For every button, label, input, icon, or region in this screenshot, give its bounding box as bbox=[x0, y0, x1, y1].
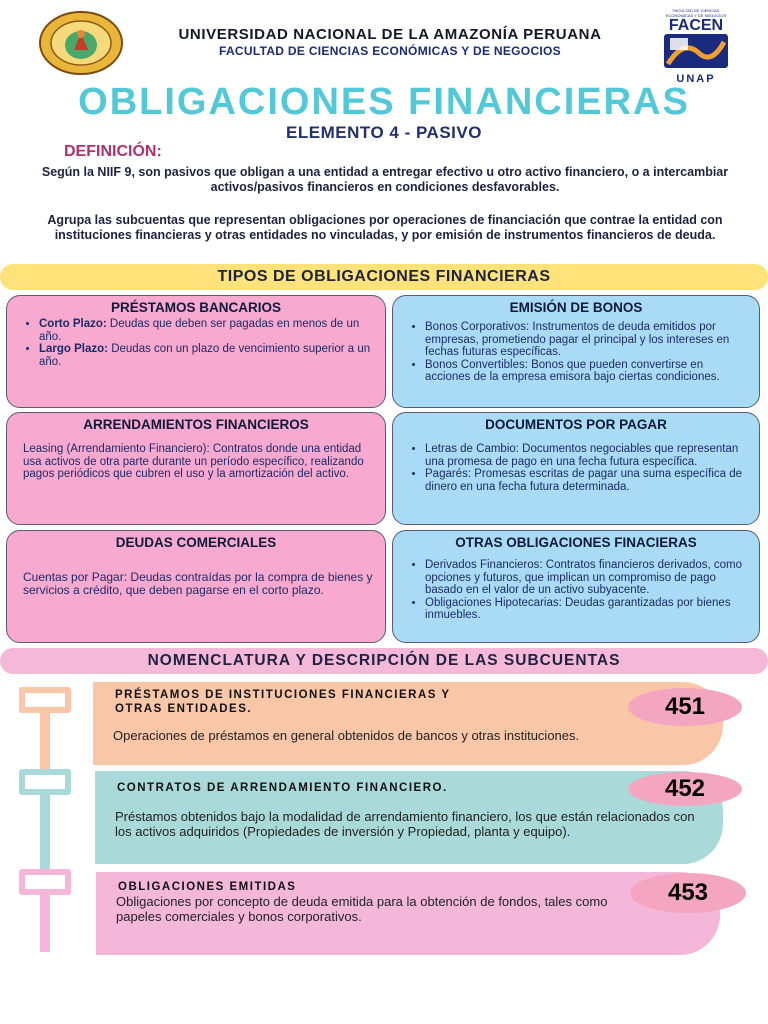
timeline-connector bbox=[40, 782, 50, 870]
list-item: • Derivados Financieros: Contratos financieros derivados, como opciones y futuros, que implican un compromiso de pago basado en el valor de un activo subyacente. bbox=[425, 559, 747, 597]
definition-label: DEFINICIÓN: bbox=[64, 143, 162, 160]
list-item: • Obligaciones Hipotecarias: Deudas garantizadas por bienes inmuebles. bbox=[425, 597, 747, 622]
subaccount-code-badge: 453 bbox=[630, 873, 746, 913]
page-title: OBLIGACIONES FINANCIERAS bbox=[78, 81, 690, 123]
timeline-marker bbox=[19, 687, 71, 713]
subaccount-title: OBLIGACIONES EMITIDAS bbox=[118, 881, 297, 893]
types-heading: TIPOS DE OBLIGACIONES FINANCIERAS bbox=[0, 264, 768, 290]
list-item: • Bonos Convertibles: Bonos que pueden convertirse en acciones de la empresa emisora bajo ciertas condiciones. bbox=[425, 359, 747, 384]
card-prestamos-bancarios bbox=[6, 295, 386, 408]
list-item: • Pagarés: Promesas escritas de pagar una suma específica de dinero en una fecha futura determinada. bbox=[425, 468, 747, 493]
subaccount-code-badge: 452 bbox=[628, 772, 742, 806]
card-title: PRÉSTAMOS BANCARIOS bbox=[110, 300, 281, 315]
subaccount-title: PRÉSTAMOS DE INSTITUCIONES FINANCIERAS Y OTRAS ENTIDADES. bbox=[115, 689, 451, 715]
timeline-marker bbox=[19, 869, 71, 895]
university-seal-logo bbox=[38, 10, 124, 76]
card-arrendamientos-financieros bbox=[6, 412, 386, 525]
card-body bbox=[409, 443, 747, 493]
card-deudas-comerciales bbox=[6, 530, 386, 643]
card-body bbox=[23, 318, 373, 368]
card-title: ARRENDAMIENTOS FINANCIEROS bbox=[83, 417, 309, 432]
facen-logo-text: FACEN bbox=[668, 17, 724, 34]
unap-logo-text: UNAP bbox=[676, 73, 716, 85]
list-item: • Letras de Cambio: Documentos negociables que representan una promesa de pago en una fecha futura específica. bbox=[425, 443, 747, 468]
university-name: UNIVERSIDAD NACIONAL DE LA AMAZONÍA PERUANA bbox=[178, 26, 602, 43]
page-subtitle: ELEMENTO 4 - PASIVO bbox=[286, 123, 482, 142]
card-otras-obligaciones bbox=[392, 530, 760, 643]
facen-logo-caption: FACULTAD DE CIENCIAS ECONÓMICAS Y DE NEGOCIOS bbox=[665, 8, 727, 18]
card-body bbox=[409, 559, 747, 622]
subaccount-title: CONTRATOS DE ARRENDAMIENTO FINANCIERO. bbox=[117, 782, 448, 794]
list-item bbox=[39, 318, 373, 343]
term-text: Deudas con un plazo de vencimiento superior a un año. bbox=[39, 343, 371, 368]
subaccount-description: Operaciones de préstamos en general obtenidos de bancos y otras instituciones. bbox=[113, 728, 580, 743]
subaccount-row-451 bbox=[93, 682, 723, 765]
faculty-name: FACULTAD DE CIENCIAS ECONÓMICAS Y DE NEGOCIOS bbox=[219, 44, 561, 58]
subaccount-description: Obligaciones por concepto de deuda emitida para la obtención de fondos, tales como papeles comerciales y bonos corporativos. bbox=[116, 894, 608, 924]
card-body: Leasing (Arrendamiento Financiero): Contratos donde una entidad usa activos de otra parte durante un período específico, realizando pagos periódicos que cubren el uso y la amortización del activo. bbox=[23, 443, 364, 480]
definition-paragraph-2: Agrupa las subcuentas que representan obligaciones por operaciones de financiación que contrae la entidad con instituciones financieras y otras entidades no vinculadas, y por emisión de instrumentos financieros de deuda. bbox=[47, 213, 723, 242]
card-body bbox=[409, 321, 747, 384]
list-item bbox=[39, 343, 373, 368]
term-text: Deudas que deben ser pagadas en menos de un año. bbox=[39, 318, 360, 343]
term: Largo Plazo: bbox=[39, 343, 109, 355]
card-emision-bonos bbox=[392, 295, 760, 408]
nomenclature-heading: NOMENCLATURA Y DESCRIPCIÓN DE LAS SUBCUENTAS bbox=[0, 648, 768, 674]
card-body: Cuentas por Pagar: Deudas contraídas por la compra de bienes y servicios a crédito, que deben pagarse en el corto plazo. bbox=[23, 570, 373, 597]
timeline-marker bbox=[19, 769, 71, 795]
subaccount-description: Préstamos obtenidos bajo la modalidad de arrendamiento financiero, los que están relacionados con los activos adquiridos (Propiedades de inversión y Propiedad, planta y equipo). bbox=[115, 809, 695, 839]
facen-logo-emblem bbox=[660, 34, 732, 68]
card-title: DOCUMENTOS POR PAGAR bbox=[485, 417, 667, 432]
card-title: EMISIÓN DE BONOS bbox=[509, 300, 643, 315]
card-title: DEUDAS COMERCIALES bbox=[115, 535, 277, 550]
subaccount-row-453 bbox=[96, 872, 720, 955]
subaccount-code-badge: 451 bbox=[628, 688, 742, 726]
definition-paragraph-1: Según la NIIF 9, son pasivos que obligan a una entidad a entregar efectivo u otro activo financiero, o a intercambiar activos/pasivos financieros en condiciones desfavorables. bbox=[41, 165, 729, 194]
term: Corto Plazo: bbox=[39, 318, 107, 330]
facen-logo bbox=[660, 8, 732, 85]
card-documentos-por-pagar bbox=[392, 412, 760, 525]
card-title: OTRAS OBLIGACIONES FINACIERAS bbox=[455, 535, 697, 550]
list-item: • Bonos Corporativos: Instrumentos de deuda emitidos por empresas, prometiendo pagar el principal y los intereses en fechas futuras específicas. bbox=[425, 321, 747, 359]
